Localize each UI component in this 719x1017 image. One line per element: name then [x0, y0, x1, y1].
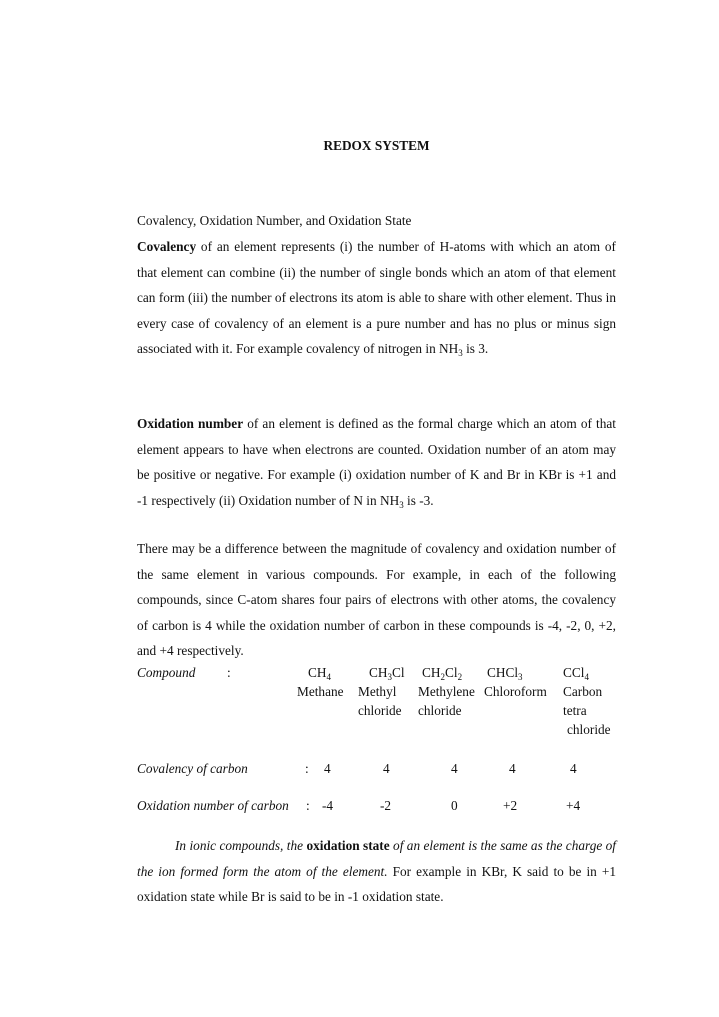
covalency-value: 4 — [570, 761, 577, 776]
oxidation-value: +2 — [503, 798, 518, 813]
compound-name-carbon: Carbon — [563, 684, 603, 699]
oxidation-row-colon: : — [306, 798, 310, 813]
difference-paragraph: There may be a difference between the magnitude of covalency and oxidation number of the same element in various compounds. For example, in each of the following compounds, since C-atom shares four pairs of electrons with other atoms, the covalency of carbon is 4 while the oxidation number of carbon in these compounds is -4, -2, 0, +2, and +4 respectively. — [137, 541, 616, 658]
oxidation-number-text-end: is -3. — [403, 492, 434, 508]
compound-name-methyl: Methyl — [358, 684, 397, 699]
oxidation-state-italic-b: of an element is the same as the charge of the ion formed form the atom of the element. — [137, 838, 616, 879]
covalency-text: of an element represents (i) the number of H-atoms with which an atom of that element can combine (ii) the number of single bonds which an atom of that element can form (iii) the number of electrons its atom is able to share with other element. Thus in every case of covalency of an element is a pure number and has no plus or minus sign associated with it. For example covalency of nitrogen in NH — [137, 239, 616, 356]
oxidation-value: -4 — [322, 798, 334, 813]
covalency-subscript: 3 — [458, 348, 463, 358]
oxidation-state-term: oxidation state — [306, 838, 390, 853]
covalency-text-end: is 3. — [462, 341, 489, 356]
compound-name-methane: Methane — [297, 684, 344, 699]
compound-name-methylene: Methylene — [418, 684, 475, 699]
oxidation-state-paragraph — [137, 833, 616, 910]
compound-name-methyl-chloride: chloride — [358, 703, 402, 718]
compound-name-tetra: tetra — [563, 703, 587, 718]
covalency-row-colon: : — [305, 761, 309, 776]
covalency-row — [137, 760, 616, 778]
oxidation-number-subscript: 3 — [399, 499, 404, 510]
covalency-value: 4 — [451, 761, 458, 776]
compound-formula-ch3cl: $CH_3Cl$ — [369, 665, 405, 682]
compound-row — [137, 664, 616, 682]
oxidation-value: 0 — [451, 798, 458, 813]
compound-formula-ccl4: CCl$_4$ — [563, 665, 589, 682]
compound-formula-ch4: $CH_4$ — [308, 665, 331, 682]
compound-name-methylene-chloride: chloride — [418, 703, 462, 718]
covalency-term: Covalency — [137, 239, 197, 254]
compound-name-chloroform: Chloroform — [484, 684, 547, 699]
oxidation-number-term: Oxidation number — [137, 416, 244, 431]
covalency-paragraph — [137, 234, 616, 362]
compound-name-row-2 — [137, 702, 616, 720]
oxidation-state-italic-a: In ionic compounds, the — [175, 838, 307, 853]
compound-name-row-1 — [137, 683, 616, 701]
compound-name-chloride: chloride — [567, 722, 611, 737]
covalency-value: 4 — [509, 761, 516, 776]
page-title-text: REDOX SYSTEM — [323, 138, 430, 153]
covalency-row-label: Covalency of carbon — [137, 761, 248, 776]
oxidation-value: -2 — [380, 798, 392, 813]
oxidation-number-text: of an element is defined as the formal charge which an atom of that element appears to have when electrons are counted. Oxidation number of an atom may be positive or negative. For example (i) oxidation number of K and Br in KBr is +1 and -1 respectively (ii) Oxidation number of N in NH — [137, 416, 616, 508]
covalency-value: 4 — [383, 761, 390, 776]
section-heading: Covalency, Oxidation Number, and Oxidation State — [137, 213, 412, 228]
compound-formula-ch2cl2: $CH_2Cl_2$ — [422, 665, 463, 682]
oxidation-row — [137, 797, 616, 815]
oxidation-value: +4 — [566, 798, 581, 813]
compound-colon: : — [227, 665, 231, 680]
oxidation-number-paragraph — [137, 411, 616, 513]
oxidation-row-label: Oxidation number of carbon — [137, 798, 289, 813]
oxidation-state-text: For example in KBr, K said to be in +1 oxidation state while Br is said to be in -1 oxidation state. — [137, 863, 616, 904]
compound-name-row-3 — [137, 721, 616, 739]
covalency-value: 4 — [324, 761, 331, 776]
compound-formula-chcl3: CHCl$_3$ — [487, 665, 523, 682]
page-title — [137, 138, 616, 154]
compound-label: Compound — [137, 665, 196, 680]
